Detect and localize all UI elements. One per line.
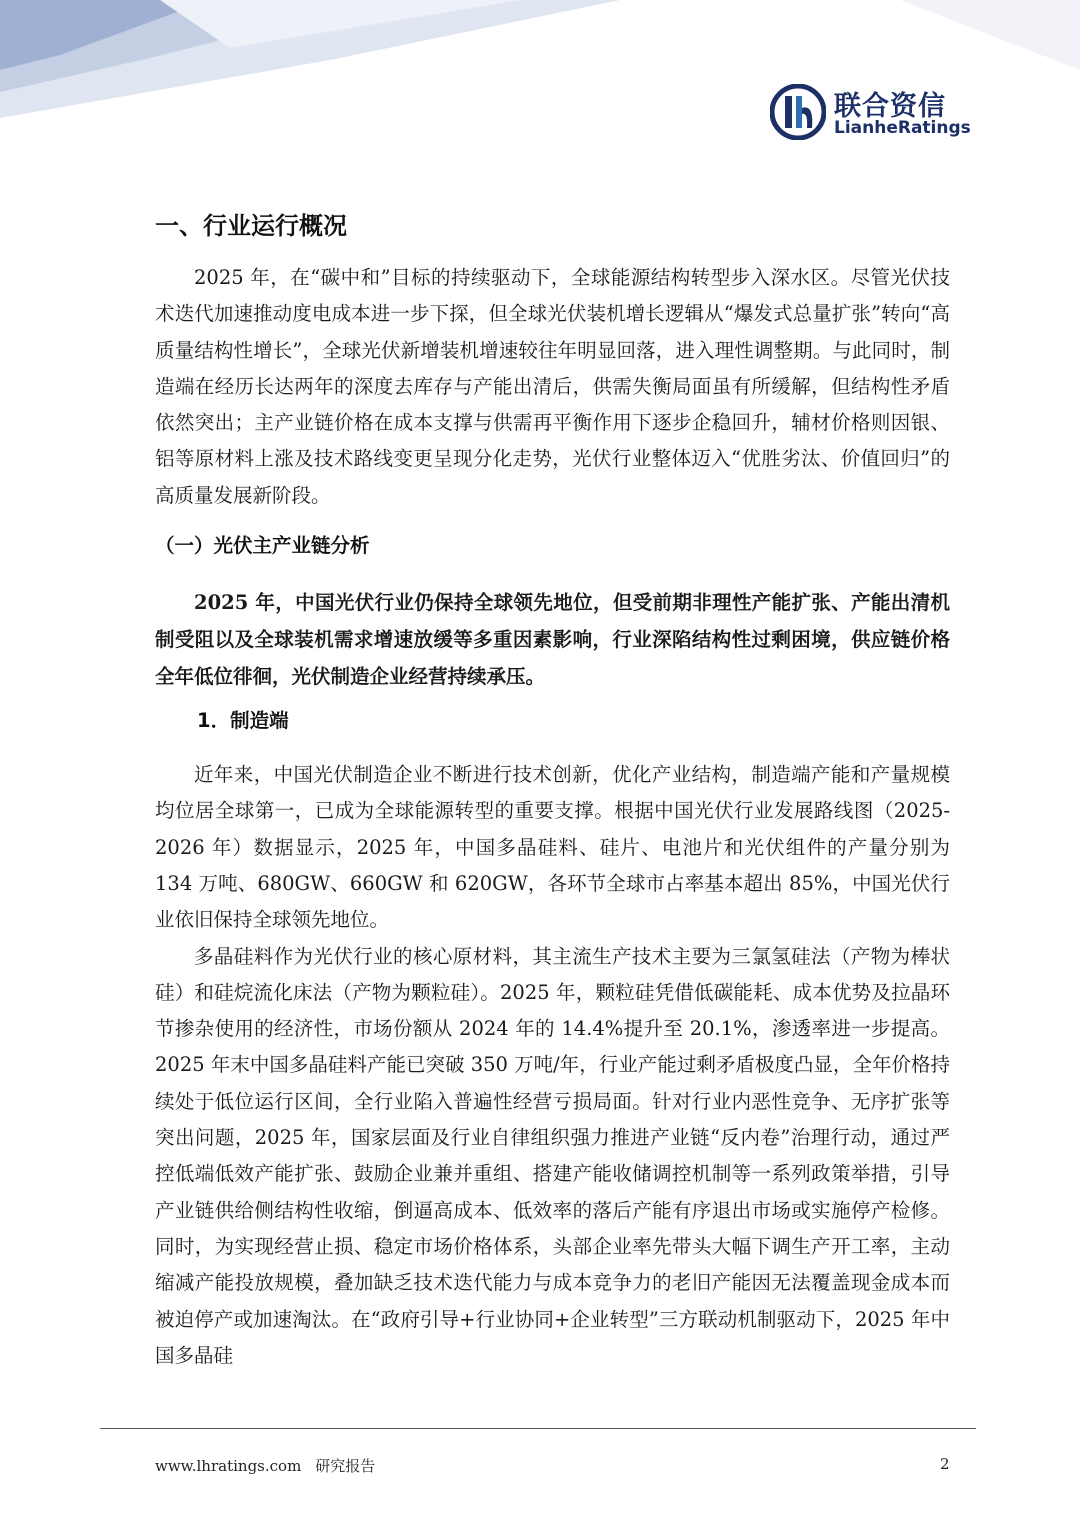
body-paragraph-1: 近年来，中国光伏制造企业不断进行技术创新，优化产业结构，制造端产能和产量规模均位居全球第一，已成为全球能源转型的重要支撑。根据中国光伏行业发展路线图（2025-2026 年）数据显示，2025 年，中国多晶硅料、硅片、电池片和光伏组件的产量分别为 134 万吨、680GW、660GW 和 620GW，各环节全球市占率基本超出 85%，中国光伏行业依旧保持全球领先地位。: [155, 763, 950, 932]
footer-divider: [100, 1428, 976, 1429]
section-title: 一、行业运行概况: [155, 212, 347, 240]
page-number: 2: [940, 1455, 950, 1473]
logo-chinese-text: 联合资信: [834, 91, 946, 122]
footer-info: [155, 1455, 389, 1476]
lead-paragraph: 2025 年，中国光伏行业仍保持全球领先地位，但受前期非理性产能扩张、产能出清机制受阻以及全球装机需求增速放缓等多重因素影响，行业深陷结构性过剩困境，供应链价格全年低位徘徊，光伏制造企业经营持续承压。: [155, 591, 950, 689]
footer-website: www.lhratings.com: [155, 1457, 302, 1475]
intro-paragraph: 2025 年，在“碳中和”目标的持续驱动下，全球能源结构转型步入深水区。尽管光伏技术迭代加速推动度电成本进一步下探，但全球光伏装机增长逻辑从“爆发式总量扩张”转向“高质量结构性增长”，全球光伏新增装机增速较往年明显回落，进入理性调整期。与此同时，制造端在经历长达两年的深度去库存与产能出清后，供需失衡局面虽有所缓解，但结构性矛盾依然突出；主产业链价格在成本支撑与供需再平衡作用下逐步企稳回升，辅材价格则因银、铝等原材料上涨及技术路线变更呈现分化走势，光伏行业整体迈入“优胜劣汰、价值回归”的高质量发展新阶段。: [155, 266, 950, 507]
lianhe-logo-icon: [770, 84, 826, 140]
report-body: [155, 206, 950, 1374]
logo-english-text: LianheRatings: [834, 118, 971, 138]
body-paragraph-2: 多晶硅料作为光伏行业的核心原材料，其主流生产技术主要为三氯氢硅法（产物为棒状硅）和硅烷流化床法（产物为颗粒硅）。2025 年，颗粒硅凭借低碳能耗、成本优势及拉晶环节掺杂使用的经济性，市场份额从 2024 年的 14.4%提升至 20.1%，渗透率进一步提高。2025 年末中国多晶硅料产能已突破 350 万吨/年，行业产能过剩矛盾极度凸显，全年价格持续处于低位运行区间，全行业陷入普遍性经营亏损局面。针对行业内恶性竞争、无序扩张等突出问题，2025 年，国家层面及行业自律组织强力推进产业链“反内卷”治理行动，通过严控低端低效产能扩张、鼓励企业兼并重组、搭建产能收储调控机制等一系列政策举措，引导产业链供给侧结构性收缩，倒逼高成本、低效率的落后产能有序退出市场或实施停产检修。同时，为实现经营止损、稳定市场价格体系，头部企业率先带头大幅下调生产开工率，主动缩减产能投放规模，叠加缺乏技术迭代能力与成本竞争力的老旧产能因无法覆盖现金成本而被迫停产或加速淘汰。在“政府引导+行业协同+企业转型”三方联动机制驱动下，2025 年中国多晶硅: [155, 944, 950, 1367]
subsection-title: （一）光伏主产业链分析: [155, 534, 370, 558]
brand-logo: [770, 84, 970, 144]
subsubsection-title: 1．制造端: [197, 709, 289, 733]
footer-report-type: 研究报告: [315, 1457, 376, 1475]
